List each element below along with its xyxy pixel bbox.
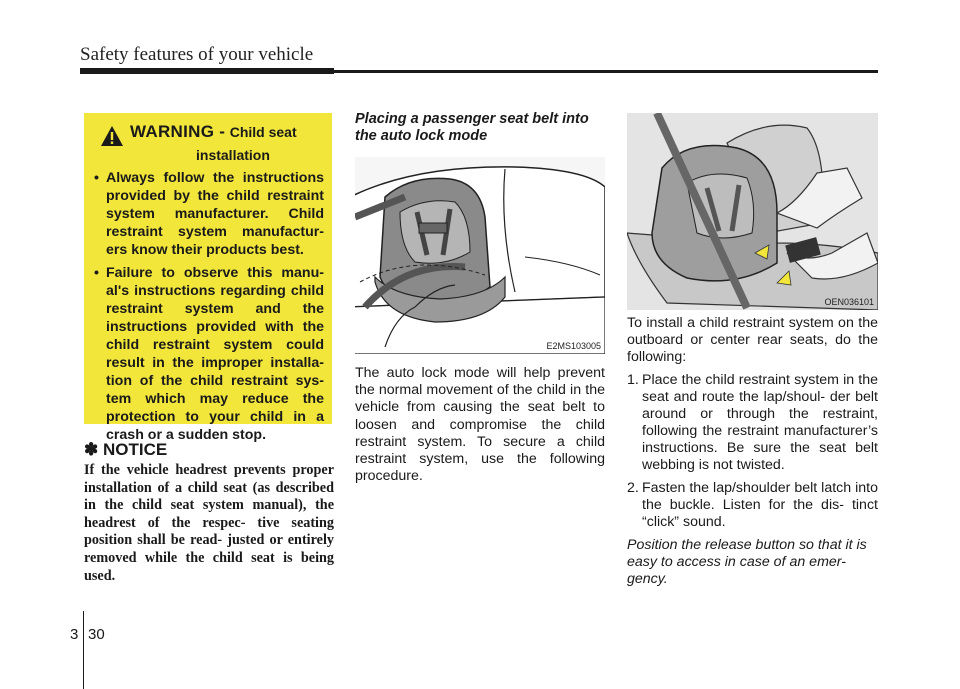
warning-item: • Failure to observe this manu- al's instructions regarding child restraint system and the instructions provided with the child restraint system could result in the improper installa- tion of the child restraint sys- tem which may reduce the protection to your child in a crash or a sudden stop. — [94, 265, 324, 443]
page-number: 30 — [88, 626, 105, 643]
install-step: 1. Place the child restraint system in the seat and route the lap/shoul- der belt around or through the restraint, following the restraint manufacturer’s instructions. Be sure the seat belt webbing is not twisted. — [627, 372, 878, 473]
rear-seat-illustration — [355, 157, 605, 354]
figure-code: E2MS103005 — [546, 341, 601, 351]
section-body: The auto lock mode will help prevent the normal movement of the child in the vehicle from causing the seat belt to loosen and compromise the child restraint system. To secure a child restraint system, use the following procedure. — [355, 365, 605, 485]
warning-list — [94, 169, 324, 444]
section-heading: Placing a passenger seat belt into the auto lock mode — [355, 111, 589, 144]
warning-subtitle-1: Child seat — [229, 124, 297, 140]
install-step: 2. Fasten the lap/shoulder belt latch into the buckle. Listen for the dis- tinct “click” sound. — [627, 480, 878, 530]
notice-title: ✽ NOTICE — [84, 440, 168, 459]
warning-triangle-icon — [100, 125, 124, 147]
figure-buckle-latching — [627, 113, 878, 310]
figure-code: OEN036101 — [824, 297, 874, 307]
buckle-illustration — [627, 113, 878, 310]
install-instructions — [627, 315, 878, 588]
notice-text: If the vehicle headrest prevents proper installation of a child seat (as described in the child seat system manual), the headrest of the respec- tive seating position shall be read- justed or entirely removed while the child seat is being used. — [84, 462, 334, 584]
install-intro: To install a child restraint system on the outboard or center rear seats, do the following: — [627, 315, 878, 365]
warning-item: • Always follow the instructions provided by the child restraint system manufacturer. Child restraint system manufactur- ers know their products best. — [94, 170, 324, 258]
figure-rear-seat-child-seat — [355, 157, 605, 354]
notice-symbol-icon: ✽ — [84, 440, 99, 459]
warning-subtitle-2: installation — [196, 147, 270, 163]
chapter-number: 3 — [70, 626, 79, 643]
header-rule — [80, 70, 878, 73]
footer-rule — [83, 611, 84, 689]
warning-box — [84, 113, 332, 443]
page-header-title: Safety features of your vehicle — [80, 44, 314, 65]
warning-header — [100, 123, 324, 147]
install-note: Position the release button so that it is easy to access in case of an emer- gency. — [627, 537, 867, 587]
warning-title: WARNING - — [130, 122, 226, 141]
